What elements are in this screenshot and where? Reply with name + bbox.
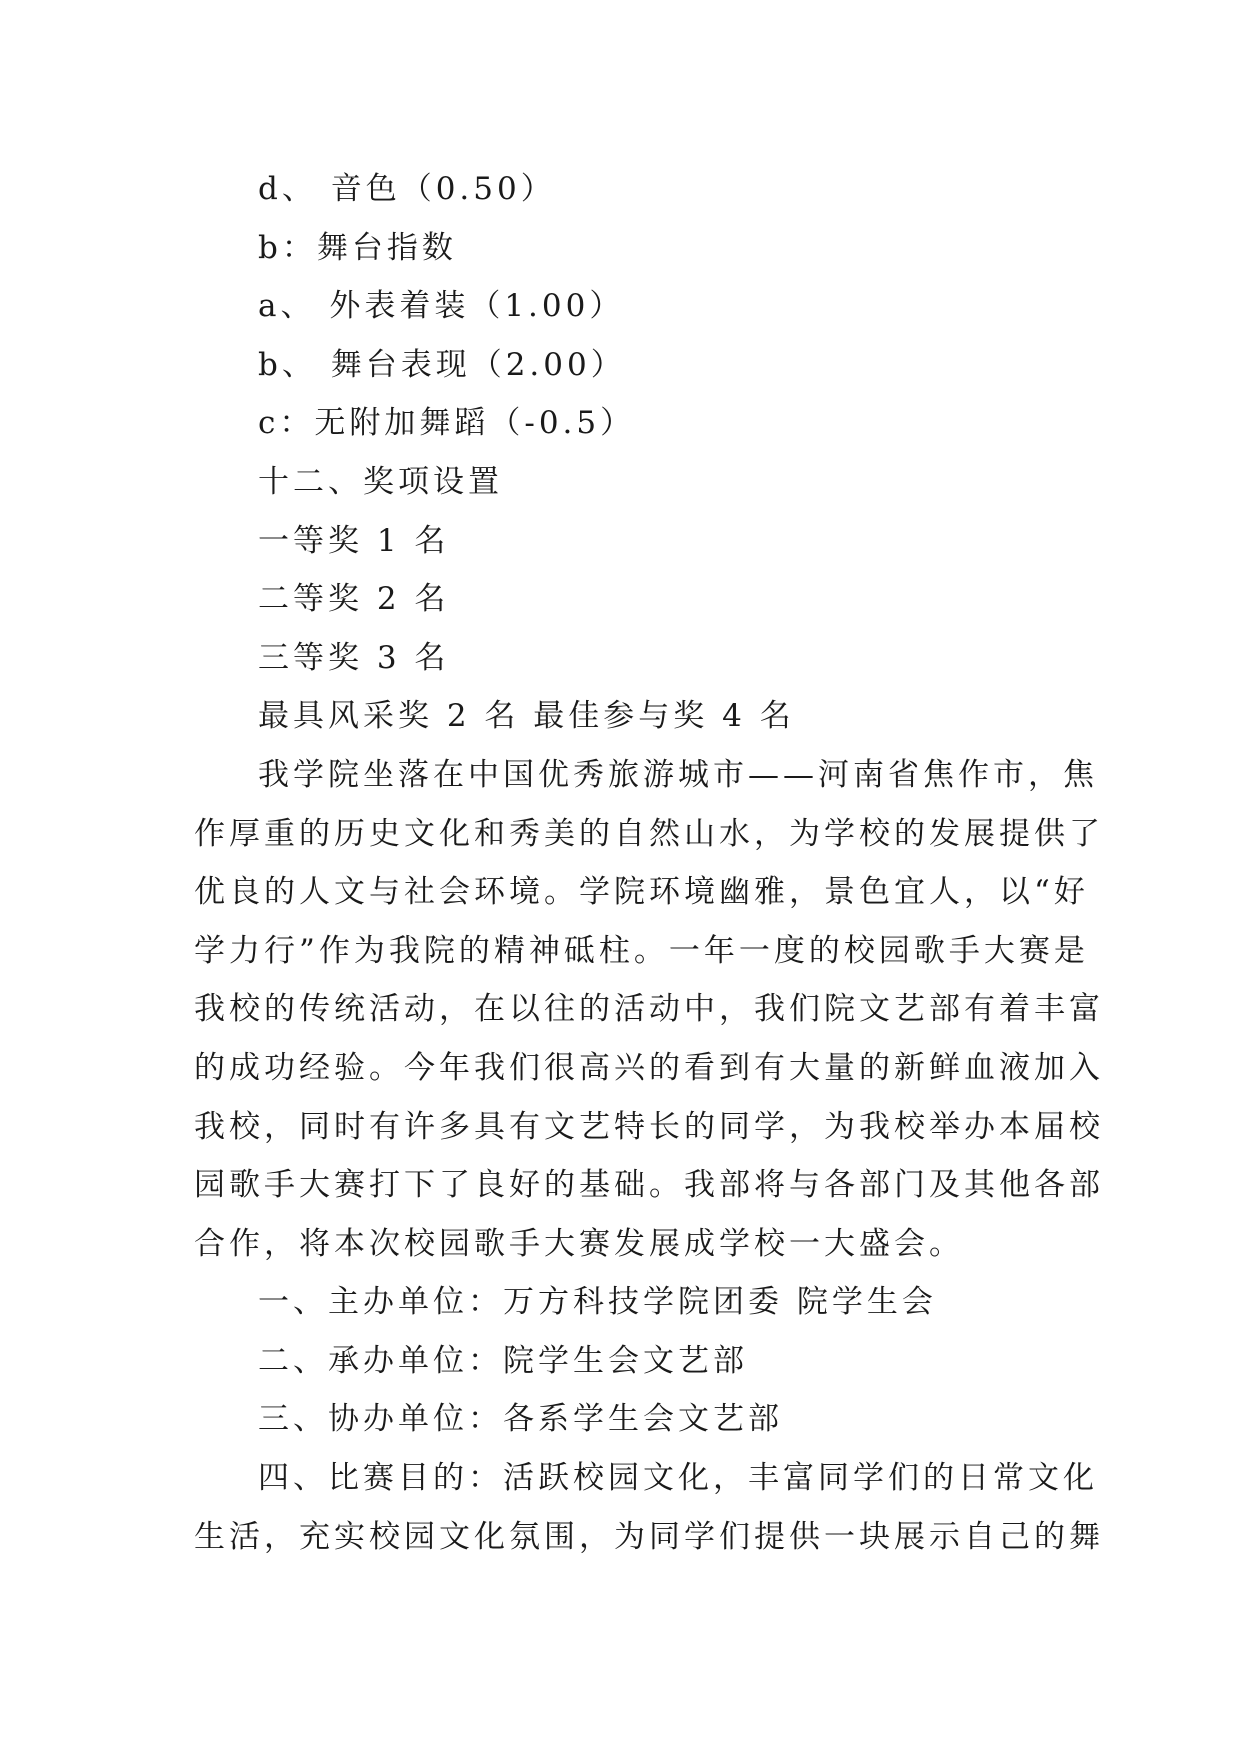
intro-line: 学力行”作为我院的精神砥柱。一年一度的校园歌手大赛是: [194, 932, 1089, 969]
scoring-item-stage-performance: b、 舞台表现（2.00）: [258, 346, 626, 383]
organizer-co-organizer: 三、协办单位：各系学生会文艺部: [258, 1401, 783, 1438]
purpose-line: 生活，充实校园文化氛围，为同学们提供一块展示自己的舞: [194, 1518, 1104, 1555]
scoring-item-appearance: a、 外表着装（1.00）: [258, 288, 625, 325]
intro-line: 我校，同时有许多具有文艺特长的同学，为我校举办本届校: [194, 1108, 1104, 1145]
awards-heading: 十二、奖项设置: [258, 463, 503, 500]
purpose-line: 四、比赛目的：活跃校园文化，丰富同学们的日常文化: [258, 1460, 1098, 1497]
purpose-paragraph: [194, 1449, 1104, 1566]
intro-line: 我校的传统活动，在以往的活动中，我们院文艺部有着丰富: [194, 991, 1104, 1028]
intro-line: 园歌手大赛打下了良好的基础。我部将与各部门及其他各部: [194, 1167, 1104, 1204]
document-body: [194, 160, 1104, 1566]
intro-line: 的成功经验。今年我们很高兴的看到有大量的新鲜血液加入: [194, 1049, 1104, 1086]
intro-line: 优良的人文与社会环境。学院环境幽雅，景色宜人，以“好: [194, 874, 1089, 911]
organizer-host: 一、主办单位：万方科技学院团委 院学生会: [258, 1284, 937, 1321]
award-special-prizes: 最具风采奖 2 名 最佳参与奖 4 名: [258, 698, 795, 735]
intro-line: 我学院坐落在中国优秀旅游城市——河南省焦作市，焦: [258, 756, 1098, 793]
scoring-item-timbre: d、 音色（0.50）: [258, 171, 556, 207]
organizer-undertaker: 二、承办单位：院学生会文艺部: [258, 1342, 748, 1379]
intro-line: 合作，将本次校园歌手大赛发展成学校一大盛会。: [194, 1225, 964, 1262]
intro-paragraph: [194, 746, 1104, 1273]
award-second-prize: 二等奖 2 名: [258, 581, 450, 618]
intro-line: 作厚重的历史文化和秀美的自然山水，为学校的发展提供了: [194, 815, 1104, 852]
award-third-prize: 三等奖 3 名: [258, 639, 450, 676]
award-first-prize: 一等奖 1 名: [258, 522, 450, 559]
scoring-item-no-dance: c：无附加舞蹈（-0.5）: [258, 405, 636, 442]
scoring-item-stage-index: b：舞台指数: [258, 229, 457, 266]
